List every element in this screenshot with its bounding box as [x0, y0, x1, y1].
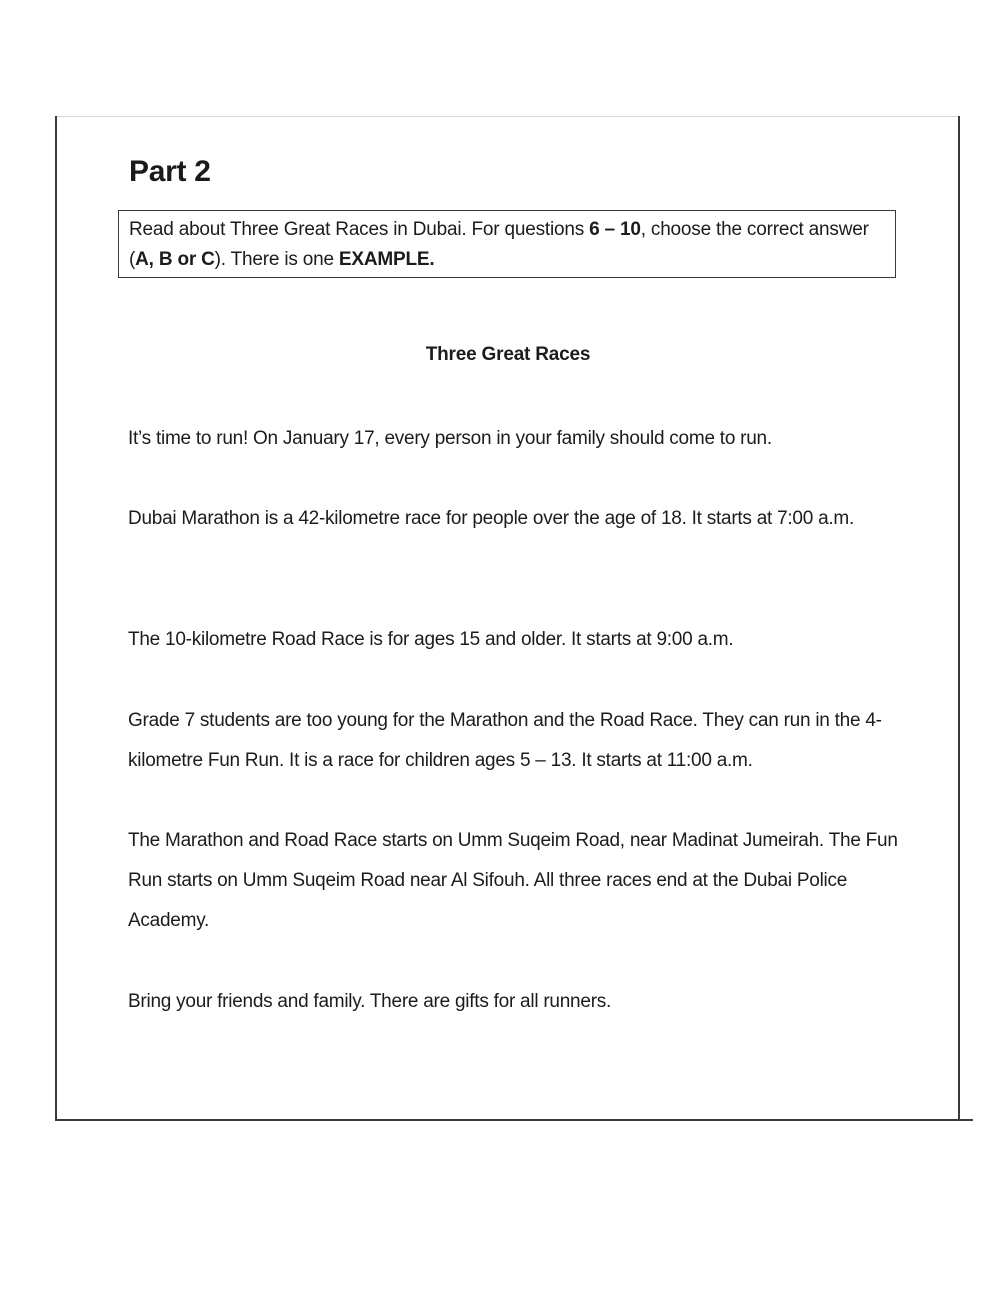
page-frame-bottom: [55, 1119, 973, 1121]
paragraph-intro: It’s time to run! On January 17, every person in your family should come to run.: [128, 428, 772, 449]
question-range: 6 – 10: [589, 219, 641, 240]
page-frame-left: [55, 116, 57, 1120]
page-frame-right: [958, 116, 960, 1121]
option-a: A: [135, 249, 149, 270]
instructions-box: [118, 210, 896, 278]
paragraph-fun-run: Grade 7 students are too young for the Marathon and the Road Race. They can run in the 4-kilometre Fun Run. It is a race for children ages 5 – 13. It starts at 11:00 a.m.: [128, 710, 882, 771]
instructions-text-3: ). There is one: [214, 249, 339, 270]
or-word: or: [172, 249, 202, 270]
page-frame-top: [55, 116, 960, 117]
paragraph-marathon: Dubai Marathon is a 42-kilometre race for people over the age of 18. It starts at 7:00 a.m.: [128, 508, 855, 529]
option-separator: ,: [148, 249, 159, 270]
article-title: Three Great Races: [425, 344, 591, 365]
paragraph-locations: The Marathon and Road Race starts on Umm Suqeim Road, near Madinat Jumeirah. The Fun Run starts on Umm Suqeim Road near Al Sifouh. All three races end at the Dubai Police Academy.: [128, 830, 898, 931]
example-word: EXAMPLE: [338, 249, 430, 270]
instructions-text-2: , choose the correct answer (: [129, 219, 869, 270]
paragraph-road-race: The 10-kilometre Road Race is for ages 15 and older. It starts at 9:00 a.m.: [128, 629, 734, 650]
paragraph-closing: Bring your friends and family. There are gifts for all runners.: [128, 991, 612, 1012]
option-c: C: [201, 249, 215, 270]
option-b: B: [158, 249, 173, 270]
instructions-text-1: Read about Three Great Races in Dubai. For questions: [129, 219, 590, 240]
part-title: Part 2: [129, 155, 211, 188]
instructions-end: .: [429, 249, 435, 270]
